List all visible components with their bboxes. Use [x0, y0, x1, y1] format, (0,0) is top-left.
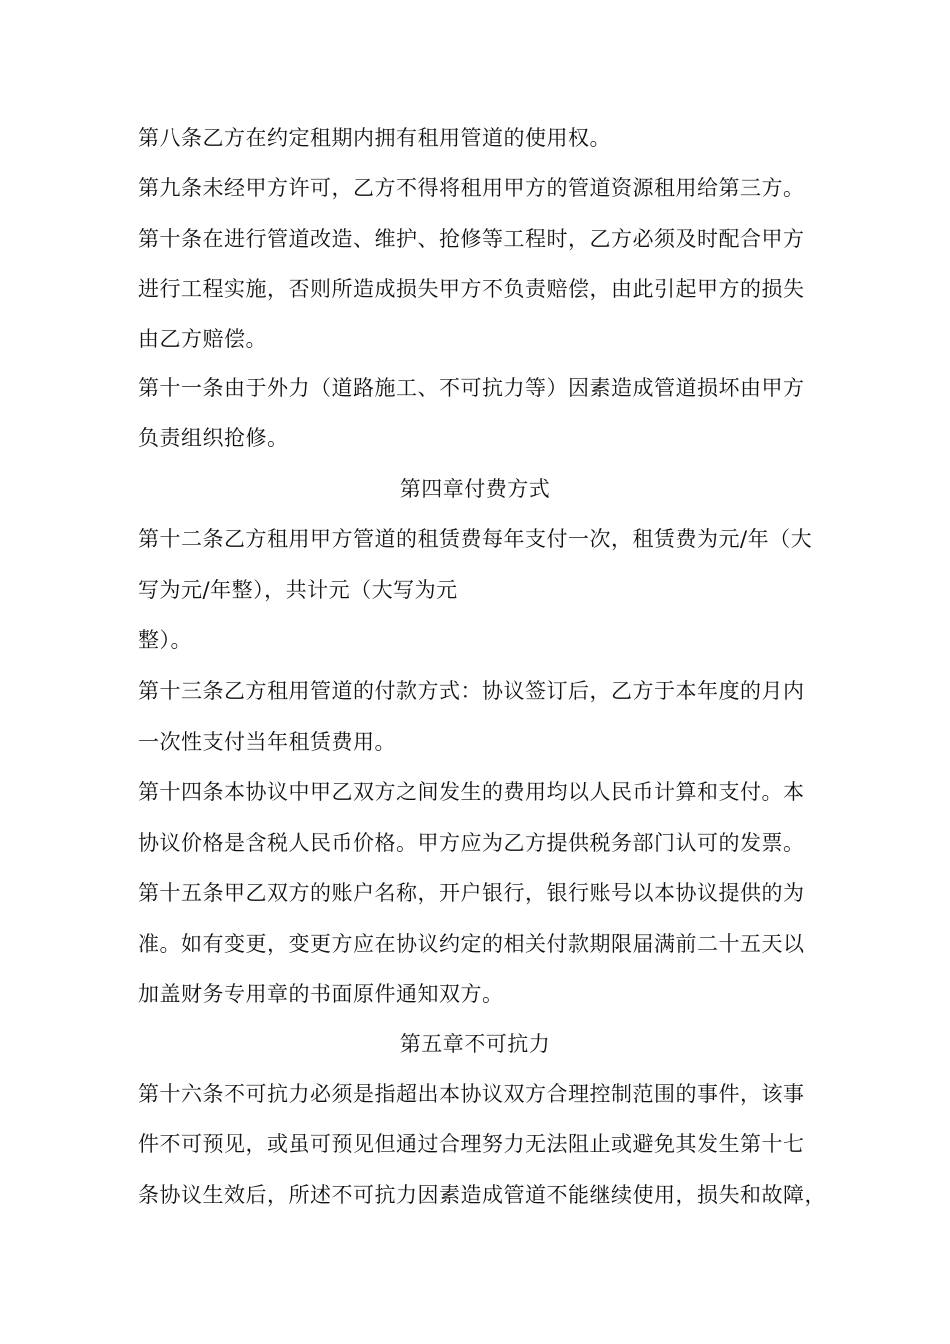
article-11-line-1: 第十一条由于外力（道路施工、不可抗力等）因素造成管道损坏由甲方: [138, 376, 805, 400]
article-9-line-1: 第九条未经甲方许可，乙方不得将租用甲方的管道资源租用给第三方。: [138, 176, 805, 200]
article-14-line-2: 协议价格是含税人民币价格。甲方应为乙方提供税务部门认可的发票。: [138, 831, 805, 855]
article-10-line-2: 进行工程实施，否则所造成损失甲方不负责赔偿，由此引起甲方的损失: [138, 277, 805, 301]
article-15-line-2: 准。如有变更，变更方应在协议约定的相关付款期限届满前二十五天以: [138, 932, 805, 956]
article-16-line-2: 件不可预见，或虽可预见但通过合理努力无法阻止或避免其发生第十七: [138, 1132, 805, 1156]
article-16-line-1: 第十六条不可抗力必须是指超出本协议双方合理控制范围的事件，该事: [138, 1082, 805, 1106]
article-14-line-1: 第十四条本协议中甲乙双方之间发生的费用均以人民币计算和支付。本: [138, 780, 805, 804]
article-15-line-1: 第十五条甲乙双方的账户名称，开户银行，银行账号以本协议提供的为: [138, 881, 805, 905]
article-10-line-3: 由乙方赔偿。: [138, 327, 267, 351]
chapter-4-heading: 第四章付费方式: [399, 477, 551, 501]
article-10-line-1: 第十条在进行管道改造、维护、抢修等工程时，乙方必须及时配合甲方: [138, 227, 805, 251]
chapter-5-heading: 第五章不可抗力: [399, 1032, 551, 1056]
article-16-line-3: 条协议生效后，所述不可抗力因素造成管道不能继续使用，损失和故障，: [138, 1183, 826, 1207]
article-12-line-2: 写为元/年整），共计元（大写为元: [138, 578, 458, 602]
article-15-line-3: 加盖财务专用章的书面原件通知双方。: [138, 982, 504, 1006]
article-11-line-2: 负责组织抢修。: [138, 426, 289, 450]
article-13-line-2: 一次性支付当年租赁费用。: [138, 730, 396, 754]
article-12-line-1: 第十二条乙方租用甲方管道的租赁费每年支付一次，租赁费为元/年（大: [138, 527, 813, 551]
article-8-line-1: 第八条乙方在约定租期内拥有租用管道的使用权。: [138, 126, 611, 150]
article-13-line-1: 第十三条乙方租用管道的付款方式：协议签订后，乙方于本年度的月内: [138, 679, 805, 703]
article-12-line-3: 整）。: [138, 628, 192, 652]
